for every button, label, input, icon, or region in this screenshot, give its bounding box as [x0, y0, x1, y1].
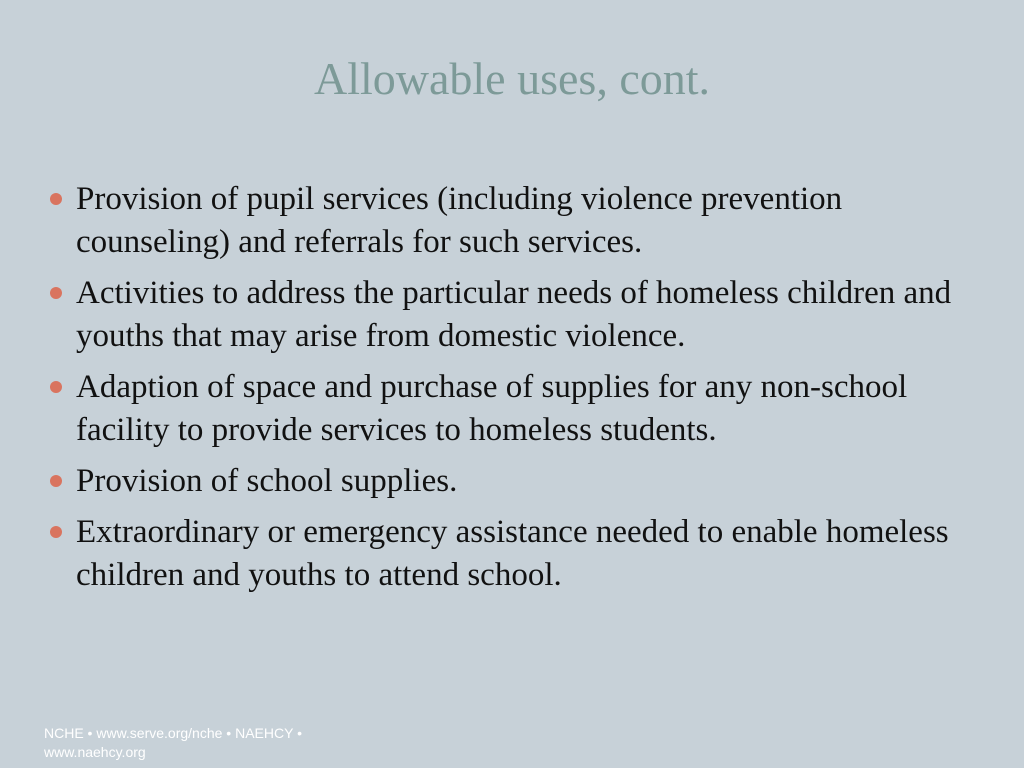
bullet-dot-icon [50, 193, 62, 205]
bullet-item-2 [44, 272, 984, 358]
bullet-item-5 [44, 511, 984, 597]
bullet-dot-icon [50, 475, 62, 487]
bullet-list [44, 178, 984, 605]
bullet-item-4 [44, 460, 984, 503]
bullet-text: Provision of pupil services (including violence prevention counseling) and referrals for such services. [76, 181, 843, 260]
slide-title: Allowable uses, cont. [313, 53, 711, 104]
bullet-text: Adaption of space and purchase of supplies for any non-school facility to provide services to homeless students. [76, 369, 908, 448]
bullet-dot-icon [50, 381, 62, 393]
bullet-text: Activities to address the particular needs of homeless children and youths that may arise from domestic violence. [76, 275, 952, 354]
bullet-dot-icon [50, 287, 62, 299]
bullet-item-1 [44, 178, 984, 264]
bullet-text: Extraordinary or emergency assistance needed to enable homeless children and youths to attend school. [76, 514, 949, 593]
bullet-text: Provision of school supplies. [76, 463, 458, 499]
bullet-item-3 [44, 366, 984, 452]
slide-footer: NCHE • www.serve.org/nche • NAEHCY • www.naehcy.org [44, 725, 302, 760]
bullet-dot-icon [50, 526, 62, 538]
